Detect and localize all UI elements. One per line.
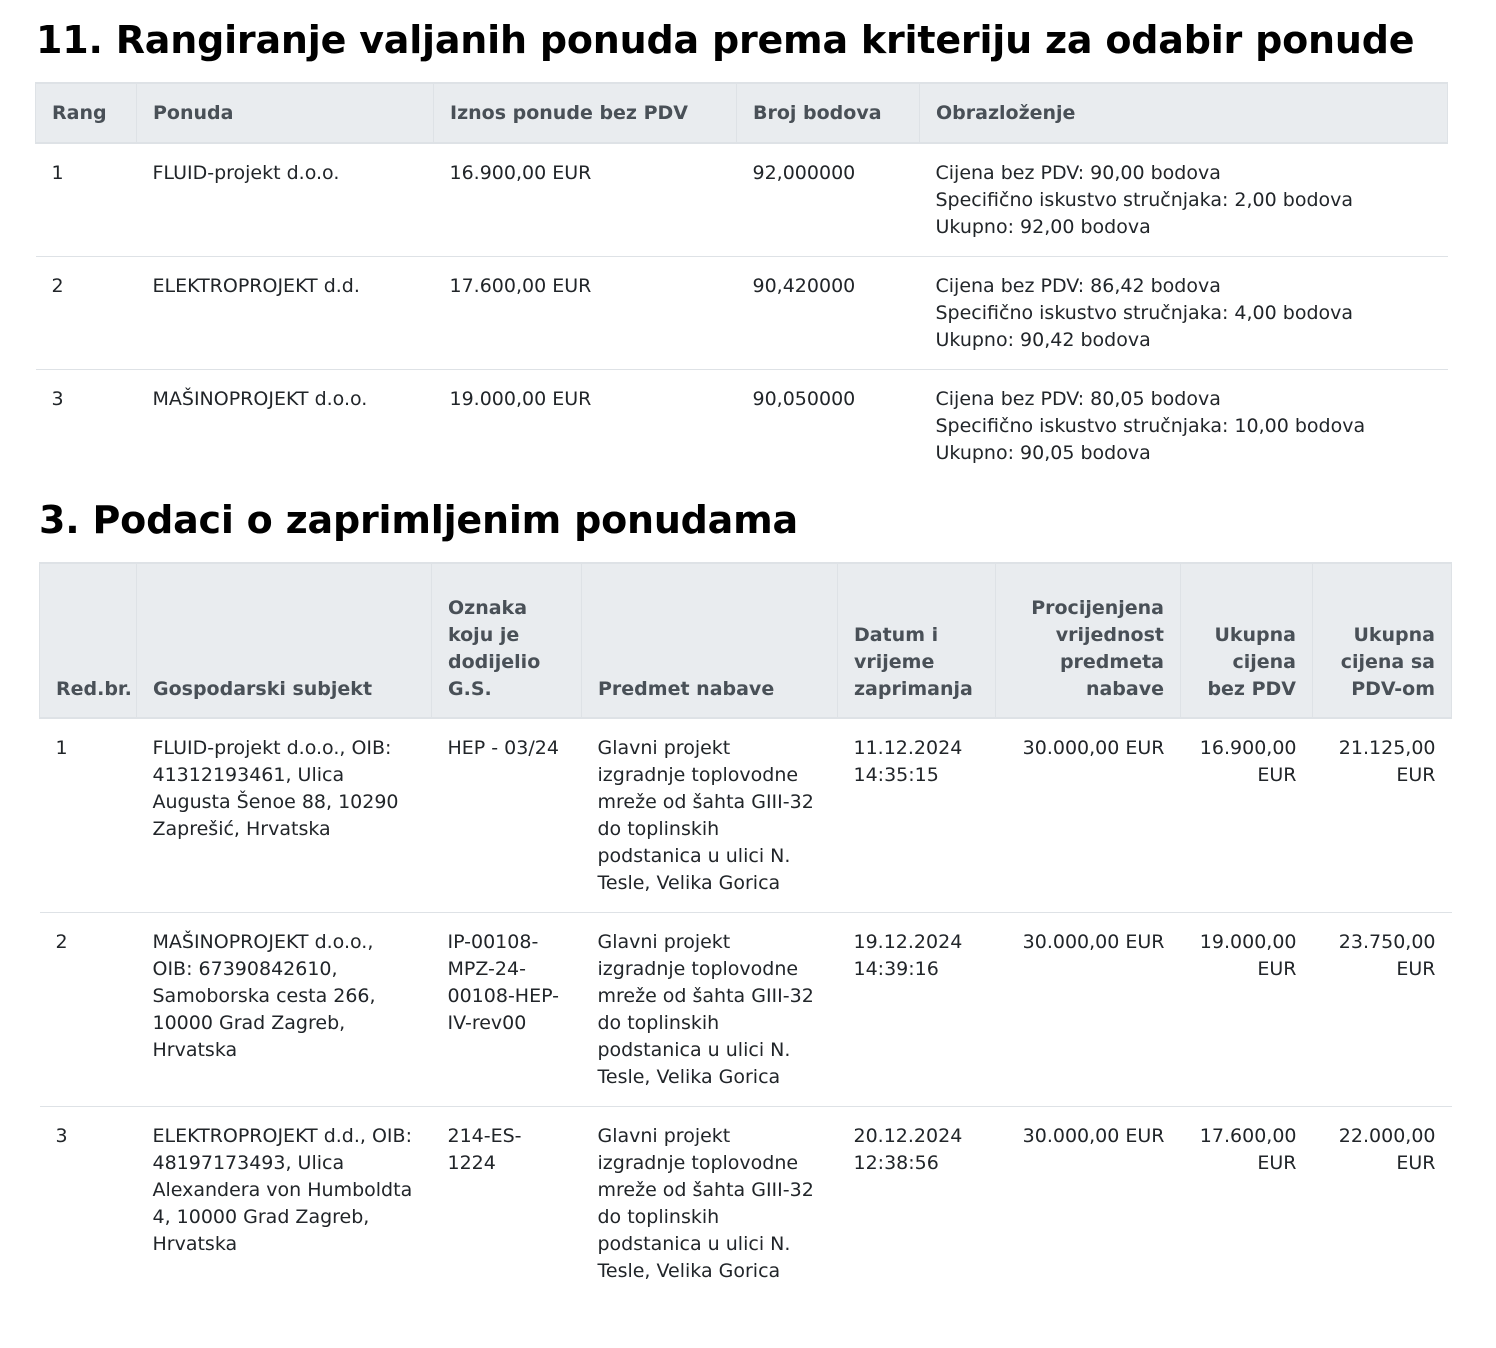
header-bidder: Ponuda bbox=[137, 83, 434, 143]
received-offers-table bbox=[39, 562, 1452, 1300]
points-cell: 90,050000 bbox=[752, 388, 856, 410]
explanation-cell bbox=[920, 370, 1448, 483]
item-cell: Glavni projekt izgradnje toplovodne mreže od šahta GIII-32 do toplinskih podstanica u ulici N. Tesle, Velika Gorica bbox=[582, 913, 838, 1107]
explanation-line: Cijena bez PDV: 86,42 bodova bbox=[935, 275, 1221, 297]
points-cell: 90,420000 bbox=[737, 257, 920, 370]
gross-cell: 22.000,00 EUR bbox=[1338, 1125, 1436, 1174]
explanation-cell bbox=[920, 257, 1448, 370]
bidder-cell: ELEKTROPROJEKT d.d. bbox=[137, 257, 434, 370]
table-row bbox=[36, 370, 1448, 483]
header-points: Broj bodova bbox=[737, 83, 920, 143]
item-cell: Glavni projekt izgradnje toplovodne mreže od šahta GIII-32 do toplinskih podstanica u ulici N. Tesle, Velika Gorica bbox=[582, 718, 838, 913]
item-cell: Glavni projekt izgradnje toplovodne mreže od šahta GIII-32 do toplinskih podstanica u ulici N. Tesle, Velika Gorica bbox=[597, 1125, 814, 1282]
mark-cell: 214-ES-1224 bbox=[447, 1125, 522, 1174]
header-item: Predmet nabave bbox=[582, 563, 838, 718]
received-header-row bbox=[40, 563, 1452, 718]
gross-cell: 23.750,00 EUR bbox=[1313, 913, 1452, 1107]
explanation-line: Cijena bez PDV: 90,00 bodova bbox=[935, 162, 1221, 184]
estimate-cell: 30.000,00 EUR bbox=[996, 913, 1181, 1107]
no-cell: 1 bbox=[40, 718, 137, 913]
table-row bbox=[40, 718, 1452, 913]
explanation-line: Cijena bez PDV: 80,05 bodova bbox=[935, 388, 1221, 410]
ranking-section-title: 11. Rangiranje valjanih ponuda prema kriteriju za odabir ponude bbox=[36, 18, 1415, 62]
date-cell: 19.12.2024 14:39:16 bbox=[838, 913, 996, 1107]
rank-cell: 3 bbox=[51, 388, 64, 410]
rank-cell: 1 bbox=[36, 143, 137, 257]
explanation-line: Specifično iskustvo stručnjaka: 4,00 bodova bbox=[935, 302, 1354, 324]
header-rank: Rang bbox=[36, 83, 137, 143]
subject-cell: MAŠINOPROJEKT d.o.o., OIB: 67390842610, Samoborska cesta 266, 10000 Grad Zagreb, Hrvatska bbox=[137, 913, 432, 1107]
header-mark: Oznaka koju je dodijelio G.S. bbox=[432, 563, 582, 718]
net-cell: 19.000,00 EUR bbox=[1181, 913, 1313, 1107]
header-explanation: Obrazloženje bbox=[920, 83, 1448, 143]
ranking-header-row bbox=[36, 83, 1448, 143]
estimate-cell: 30.000,00 EUR bbox=[996, 718, 1181, 913]
header-no: Red.br. bbox=[40, 563, 137, 718]
header-date: Datum i vrijeme zaprimanja bbox=[838, 563, 996, 718]
header-amount: Iznos ponude bez PDV bbox=[434, 83, 737, 143]
explanation-line: Specifično iskustvo stručnjaka: 10,00 bodova bbox=[935, 415, 1366, 437]
no-cell: 3 bbox=[55, 1125, 68, 1147]
table-row bbox=[40, 1107, 1452, 1301]
subject-cell: FLUID-projekt d.o.o., OIB: 41312193461, Ulica Augusta Šenoe 88, 10290 Zaprešić, Hrvatska bbox=[137, 718, 432, 913]
table-row bbox=[36, 257, 1448, 370]
amount-cell: 17.600,00 EUR bbox=[434, 257, 737, 370]
table-row bbox=[40, 913, 1452, 1107]
bidder-cell: FLUID-projekt d.o.o. bbox=[137, 143, 434, 257]
mark-cell: HEP - 03/24 bbox=[432, 718, 582, 913]
date-cell: 20.12.2024 12:38:56 bbox=[853, 1125, 963, 1174]
header-net: Ukupna cijena bez PDV bbox=[1181, 563, 1313, 718]
bidder-cell: MAŠINOPROJEKT d.o.o. bbox=[152, 388, 368, 410]
net-cell: 16.900,00 EUR bbox=[1181, 718, 1313, 913]
header-estimate: Procijenjena vrijednost predmeta nabave bbox=[996, 563, 1181, 718]
header-gross: Ukupna cijena sa PDV-om bbox=[1313, 563, 1452, 718]
date-cell: 11.12.2024 14:35:15 bbox=[838, 718, 996, 913]
ranking-table bbox=[35, 82, 1448, 482]
mark-cell: IP-00108-MPZ-24-00108-HEP-IV-rev00 bbox=[432, 913, 582, 1107]
rank-cell: 2 bbox=[36, 257, 137, 370]
explanation-line: Ukupno: 92,00 bodova bbox=[935, 216, 1151, 238]
net-cell: 17.600,00 EUR bbox=[1199, 1125, 1297, 1174]
explanation-line: Ukupno: 90,42 bodova bbox=[935, 329, 1151, 351]
amount-cell: 19.000,00 EUR bbox=[449, 388, 592, 410]
received-section-title: 3. Podaci o zaprimljenim ponudama bbox=[39, 498, 798, 542]
gross-cell: 21.125,00 EUR bbox=[1313, 718, 1452, 913]
points-cell: 92,000000 bbox=[737, 143, 920, 257]
subject-cell: ELEKTROPROJEKT d.d., OIB: 48197173493, Ulica Alexandera von Humboldta 4, 10000 Grad Zagreb, Hrvatska bbox=[152, 1125, 413, 1255]
amount-cell: 16.900,00 EUR bbox=[434, 143, 737, 257]
explanation-cell bbox=[920, 143, 1448, 257]
estimate-cell: 30.000,00 EUR bbox=[1022, 1125, 1165, 1147]
explanation-line: Specifično iskustvo stručnjaka: 2,00 bodova bbox=[935, 189, 1354, 211]
explanation-line: Ukupno: 90,05 bodova bbox=[935, 442, 1151, 464]
no-cell: 2 bbox=[40, 913, 137, 1107]
table-row bbox=[36, 143, 1448, 257]
header-subject: Gospodarski subjekt bbox=[137, 563, 432, 718]
